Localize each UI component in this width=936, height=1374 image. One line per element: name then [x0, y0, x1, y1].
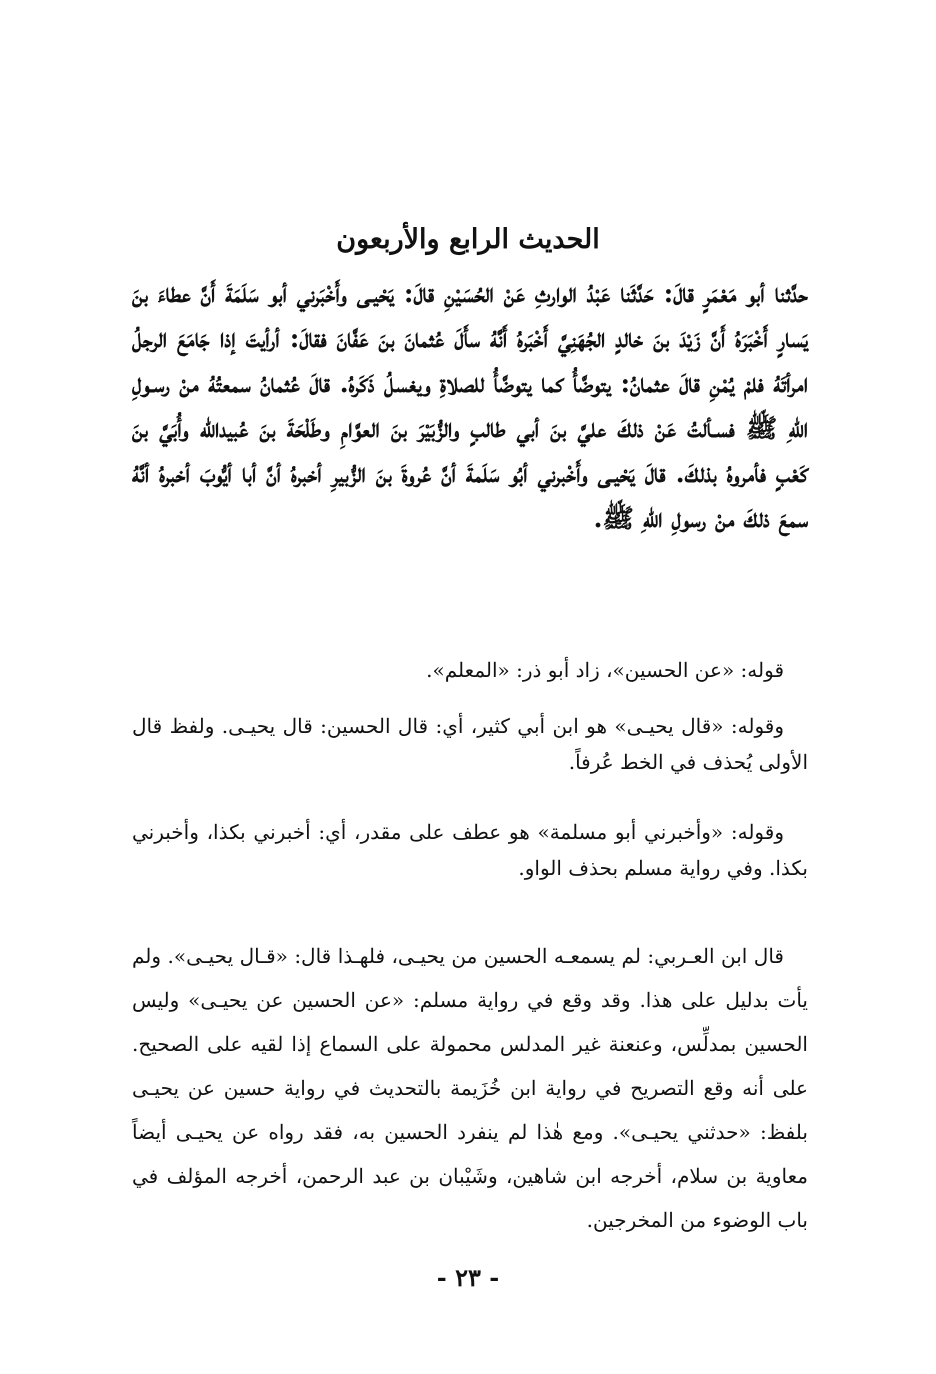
hadith-title: الحديث الرابع والأربعون — [336, 224, 600, 255]
hadith-text-block — [132, 272, 808, 542]
commentary-paragraph: قال ابن العـربي: لم يسمعـه الحسين من يحيـى، فلهـذا قال: «قـال يحيـى». ولم يأت بدليل على هذا. وقد وقع في رواية مسلم: «عن الحسين عن يحيـى» وليس الحسين بمدلِّس، وعنعنة غير المدلس محمولة على السماع إذا لقيه على الصحيح. على أنه وقع التصريح في رواية ابن خُزَيمة بالتحديث في رواية حسين عن يحيـى بلفظ: «حدثني يحيـى». ومع هٰذا لم ينفرد الحسين به، فقد رواه عن يحيـى أيضاً معاوية بن سلام، أخرجه ابن شاهين، وشَيْبان بن عبد الرحمن، أخرجه المؤلف في باب الوضوء من المخرجين. — [132, 944, 808, 1232]
commentary-paragraph: وقوله: «قال يحيـى» هو ابن أبي كثير، أي: قال الحسين: قال يحيـى. ولفظ قال الأولى يُحذف في الخط عُرفاً. — [132, 714, 808, 774]
commentary-note-4 — [132, 934, 808, 1242]
commentary-paragraph: قوله: «عن الحسين»، زاد أبو ذر: «المعلم». — [426, 658, 784, 682]
commentary-note-1 — [132, 652, 808, 688]
commentary-note-2 — [132, 708, 808, 780]
commentary-note-3 — [132, 814, 808, 886]
hadith-text: حدَّثنا أبو مَعْمَرٍ قالَ: حَدَّثَنا عَبْدُ الوارثِ عَنْ الحُسَيْنِ قالَ: يَحْيـى وأَخْبَرني أبو سَلَمَةَ أَنَّ عطاءَ بنَ يَسارٍ أَخْبَرَهُ أَنَّ زَيْدَ بنَ خالدٍ الجُهَنِيَّ أَخْبَرهُ أَنَّهُ سأَلَ عُثمانَ بنَ عَفَّانَ فقالَ: أرأيتَ إذا جَامَعَ الرجلُ امرأتَهُ فلمْ يُمْنِ قالَ عثمانُ: يتوضَّأُ كما يتوضَّأُ للصلاةِ ويغسلُ ذَكَرهُ. قالَ عُثمانُ سمعتُهُ منْ رسـولِ اللهِ ﷺ فسـألتُ عَنْ ذلكَ عليَّ بنَ أبي طالبٍ والزُّبَيْرَ بنَ العوَّامِ وطَلْحَةَ بنَ عُبيدالله وأُبَيَّ بنَ كَعْبٍ فأمروهُ بذلكَ. قالَ يَحْيـى وأَخْبرني أبُو سَلَمةَ أنَّ عُروةَ بنَ الزُّبيرِ أخبرهُ أنَّ أبا أيُّوبَ أخبرهُ أنَّهُ سمعَ ذلكَ منْ رسولِ اللهِ ﷺ. — [132, 279, 808, 534]
commentary-paragraph: وقوله: «وأخبرني أبو مسلمة» هو عطف على مقدر، أي: أخبرني بكذا، وأخبرني بكذا. وفي رواية مسلم بحذف الواو. — [132, 820, 808, 880]
page-number: - ٢٣ - — [436, 1263, 500, 1292]
